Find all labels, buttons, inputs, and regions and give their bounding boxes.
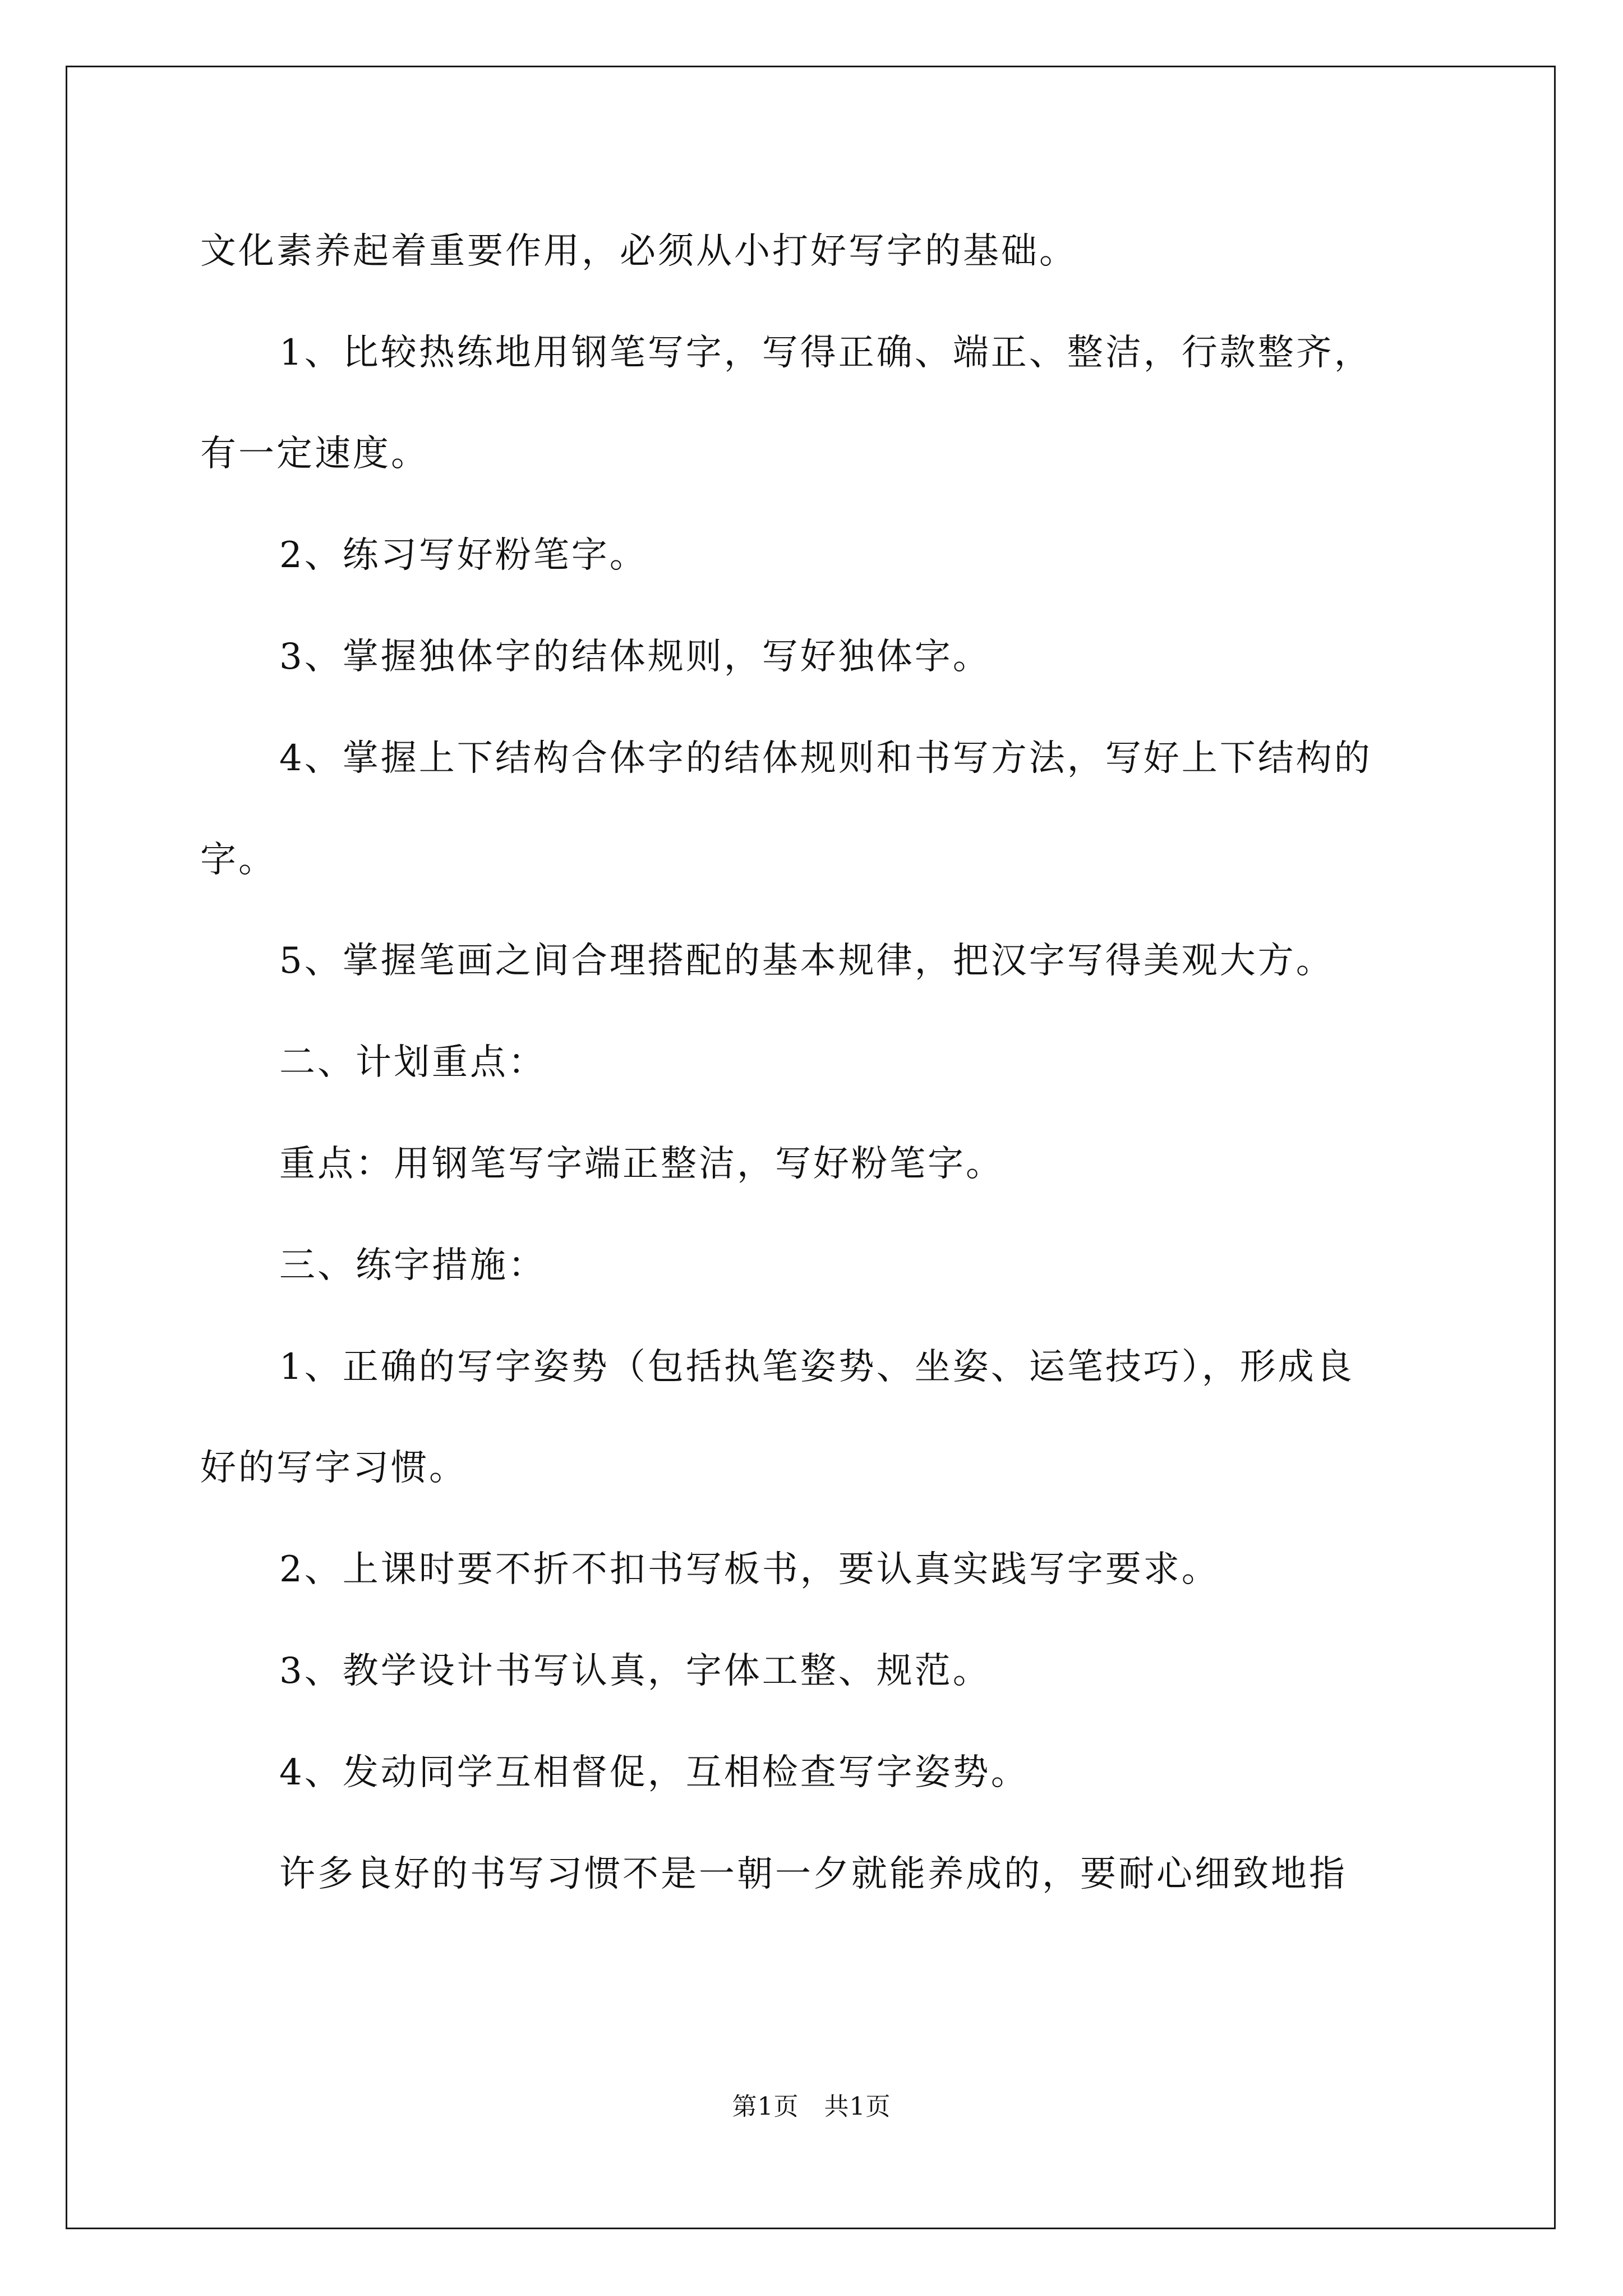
text-line: 4、发动同学互相督促，互相检查写字姿势。 — [279, 1752, 1029, 1793]
text-line: 字。 — [200, 839, 276, 881]
text-line: 重点：用钢笔写字端正整洁，写好粉笔字。 — [279, 1143, 1004, 1185]
text-line: 3、掌握独体字的结体规则，写好独体字。 — [279, 636, 991, 678]
text-line: 4、掌握上下结构合体字的结体规则和书写方法，写好上下结构的 — [279, 738, 1372, 779]
text-line: 好的写字习惯。 — [200, 1447, 467, 1489]
text-line: 许多良好的书写习惯不是一朝一夕就能养成的，要耐心细致地指 — [279, 1853, 1347, 1895]
text-line: 5、掌握笔画之间合理搭配的基本规律，把汉字写得美观大方。 — [279, 940, 1334, 982]
text-line: 3、教学设计书写认真，字体工整、规范。 — [279, 1650, 991, 1692]
text-line: 有一定速度。 — [200, 433, 429, 475]
text-line: 2、练习写好粉笔字。 — [279, 535, 648, 576]
text-line: 文化素养起着重要作用，必须从小打好写字的基础。 — [200, 231, 1077, 272]
text-line: 1、比较热练地用钢笔写字，写得正确、端正、整洁，行款整齐， — [279, 332, 1372, 374]
text-line: 1、正确的写字姿势（包括执笔姿势、坐姿、运笔技巧），形成良 — [279, 1346, 1354, 1388]
text-line: 2、上课时要不折不扣书写板书，要认真实践写字要求。 — [279, 1549, 1220, 1590]
section-heading: 三、练字措施： — [279, 1245, 546, 1286]
section-heading: 二、计划重点： — [279, 1042, 546, 1083]
page-number-footer: 第1页 共1页 — [732, 2092, 891, 2121]
